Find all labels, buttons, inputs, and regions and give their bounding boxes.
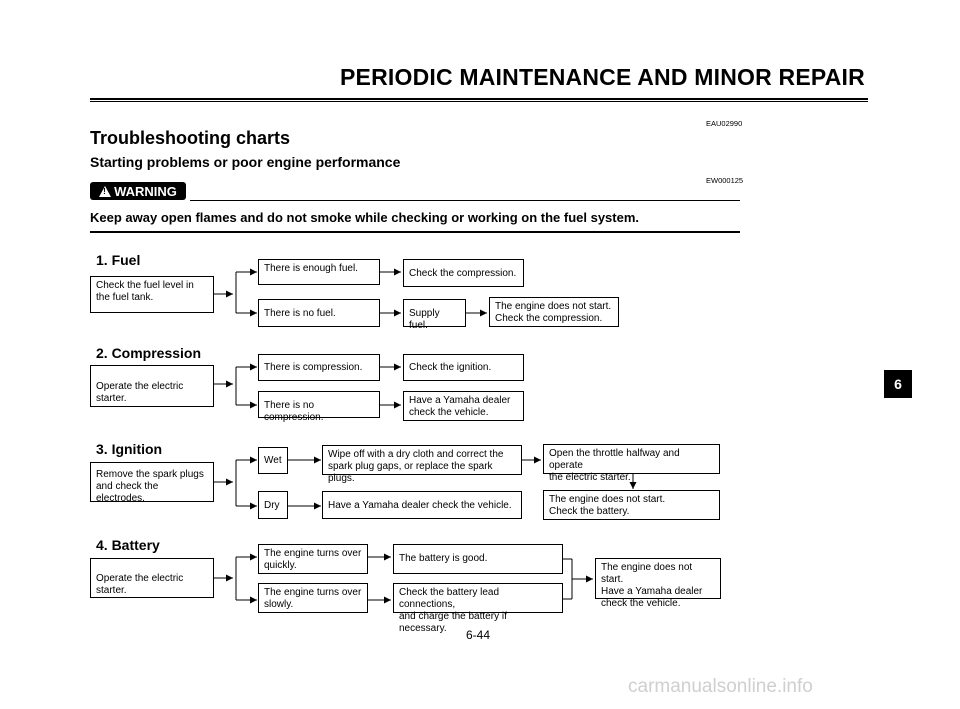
box-line: quickly. xyxy=(264,560,297,571)
ignition-not-start-box xyxy=(543,490,720,520)
box-line: the electric starter. xyxy=(549,472,631,483)
doc-code: EAU02990 xyxy=(706,119,743,128)
header-rule xyxy=(90,98,868,100)
box-line: the fuel tank. xyxy=(96,292,154,303)
fuel-start-box xyxy=(90,276,214,313)
box-line: Have a Yamaha dealer xyxy=(601,586,703,597)
box-line: Remove the spark plugs xyxy=(96,469,204,480)
compression-start-box: Operate the electric starter. xyxy=(90,365,214,407)
section-title: Troubleshooting charts xyxy=(90,128,291,148)
box-line: Wipe off with a dry cloth and correct the xyxy=(328,449,504,460)
box-line: and check the electrodes. xyxy=(96,481,159,504)
box-line: check the vehicle. xyxy=(409,407,489,418)
fuel-enough-box: There is enough fuel. xyxy=(258,259,380,285)
section-subtitle: Starting problems or poor engine performance xyxy=(90,154,401,170)
check-compression-box: Check the compression. xyxy=(403,259,524,287)
warning-badge xyxy=(90,182,186,200)
box-line: The engine does not start. xyxy=(549,494,666,505)
compression-section-title: 2. Compression xyxy=(96,345,202,361)
fuel-not-start-box xyxy=(489,297,619,327)
watermark: carmanualsonline.info xyxy=(628,676,813,697)
warning-text: Keep away open flames and do not smoke while checking or working on the fuel system. xyxy=(90,210,640,225)
box-line: Check the compression. xyxy=(495,313,603,324)
warning-code: EW000125 xyxy=(706,176,744,185)
battery-good-box: The battery is good. xyxy=(393,544,563,574)
chapter-tab: 6 xyxy=(884,370,912,398)
header-rule-thin xyxy=(90,101,868,102)
warning-divider xyxy=(190,200,740,201)
ignition-dealer-box: Have a Yamaha dealer check the vehicle. xyxy=(322,491,522,519)
box-line: Have a Yamaha dealer xyxy=(409,395,511,406)
box-line: The engine turns over xyxy=(264,587,362,598)
check-leads-box xyxy=(393,583,563,634)
warning-badge-label: WARNING xyxy=(114,183,177,199)
ignition-section-title: 3. Ignition xyxy=(96,441,163,457)
box-line: Check the battery. xyxy=(549,506,630,517)
box-line: and charge the battery if necessary. xyxy=(399,611,507,634)
ignition-start-box xyxy=(90,462,214,502)
warning-bottom-rule xyxy=(90,231,740,233)
battery-slow-box xyxy=(258,583,368,613)
compression-none-box: There is no compression. xyxy=(258,391,380,418)
box-line: slowly. xyxy=(264,599,294,610)
supply-fuel-box: Supply fuel. xyxy=(403,299,466,327)
battery-start-box: Operate the electric starter. xyxy=(90,558,214,598)
box-line: Open the throttle halfway and operate xyxy=(549,448,680,471)
box-line: spark plug gaps, or replace the spark plugs. xyxy=(328,461,493,484)
check-ignition-box: Check the ignition. xyxy=(403,354,524,381)
warning-icon xyxy=(99,186,111,197)
open-throttle-box xyxy=(543,444,720,483)
battery-not-start-box xyxy=(595,558,721,609)
box-line: The engine turns over xyxy=(264,548,362,559)
battery-section-title: 4. Battery xyxy=(96,537,160,553)
fuel-section-title: 1. Fuel xyxy=(96,252,141,268)
page-number: 6-44 xyxy=(466,628,491,642)
compression-has-box: There is compression. xyxy=(258,354,380,381)
box-line: The engine does not start. xyxy=(495,301,612,312)
box-line: check the vehicle. xyxy=(601,598,681,609)
compression-dealer-box xyxy=(403,391,524,421)
wipe-box xyxy=(322,445,522,484)
box-line: The engine does not start. xyxy=(601,562,693,585)
page-header-title: PERIODIC MAINTENANCE AND MINOR REPAIR xyxy=(340,64,865,90)
wet-box: Wet xyxy=(258,447,288,474)
box-line: Check the fuel level in xyxy=(96,280,194,291)
dry-box: Dry xyxy=(258,491,288,519)
battery-quick-box xyxy=(258,544,368,574)
fuel-none-box: There is no fuel. xyxy=(258,299,380,327)
box-line: Check the battery lead connections, xyxy=(399,587,500,610)
